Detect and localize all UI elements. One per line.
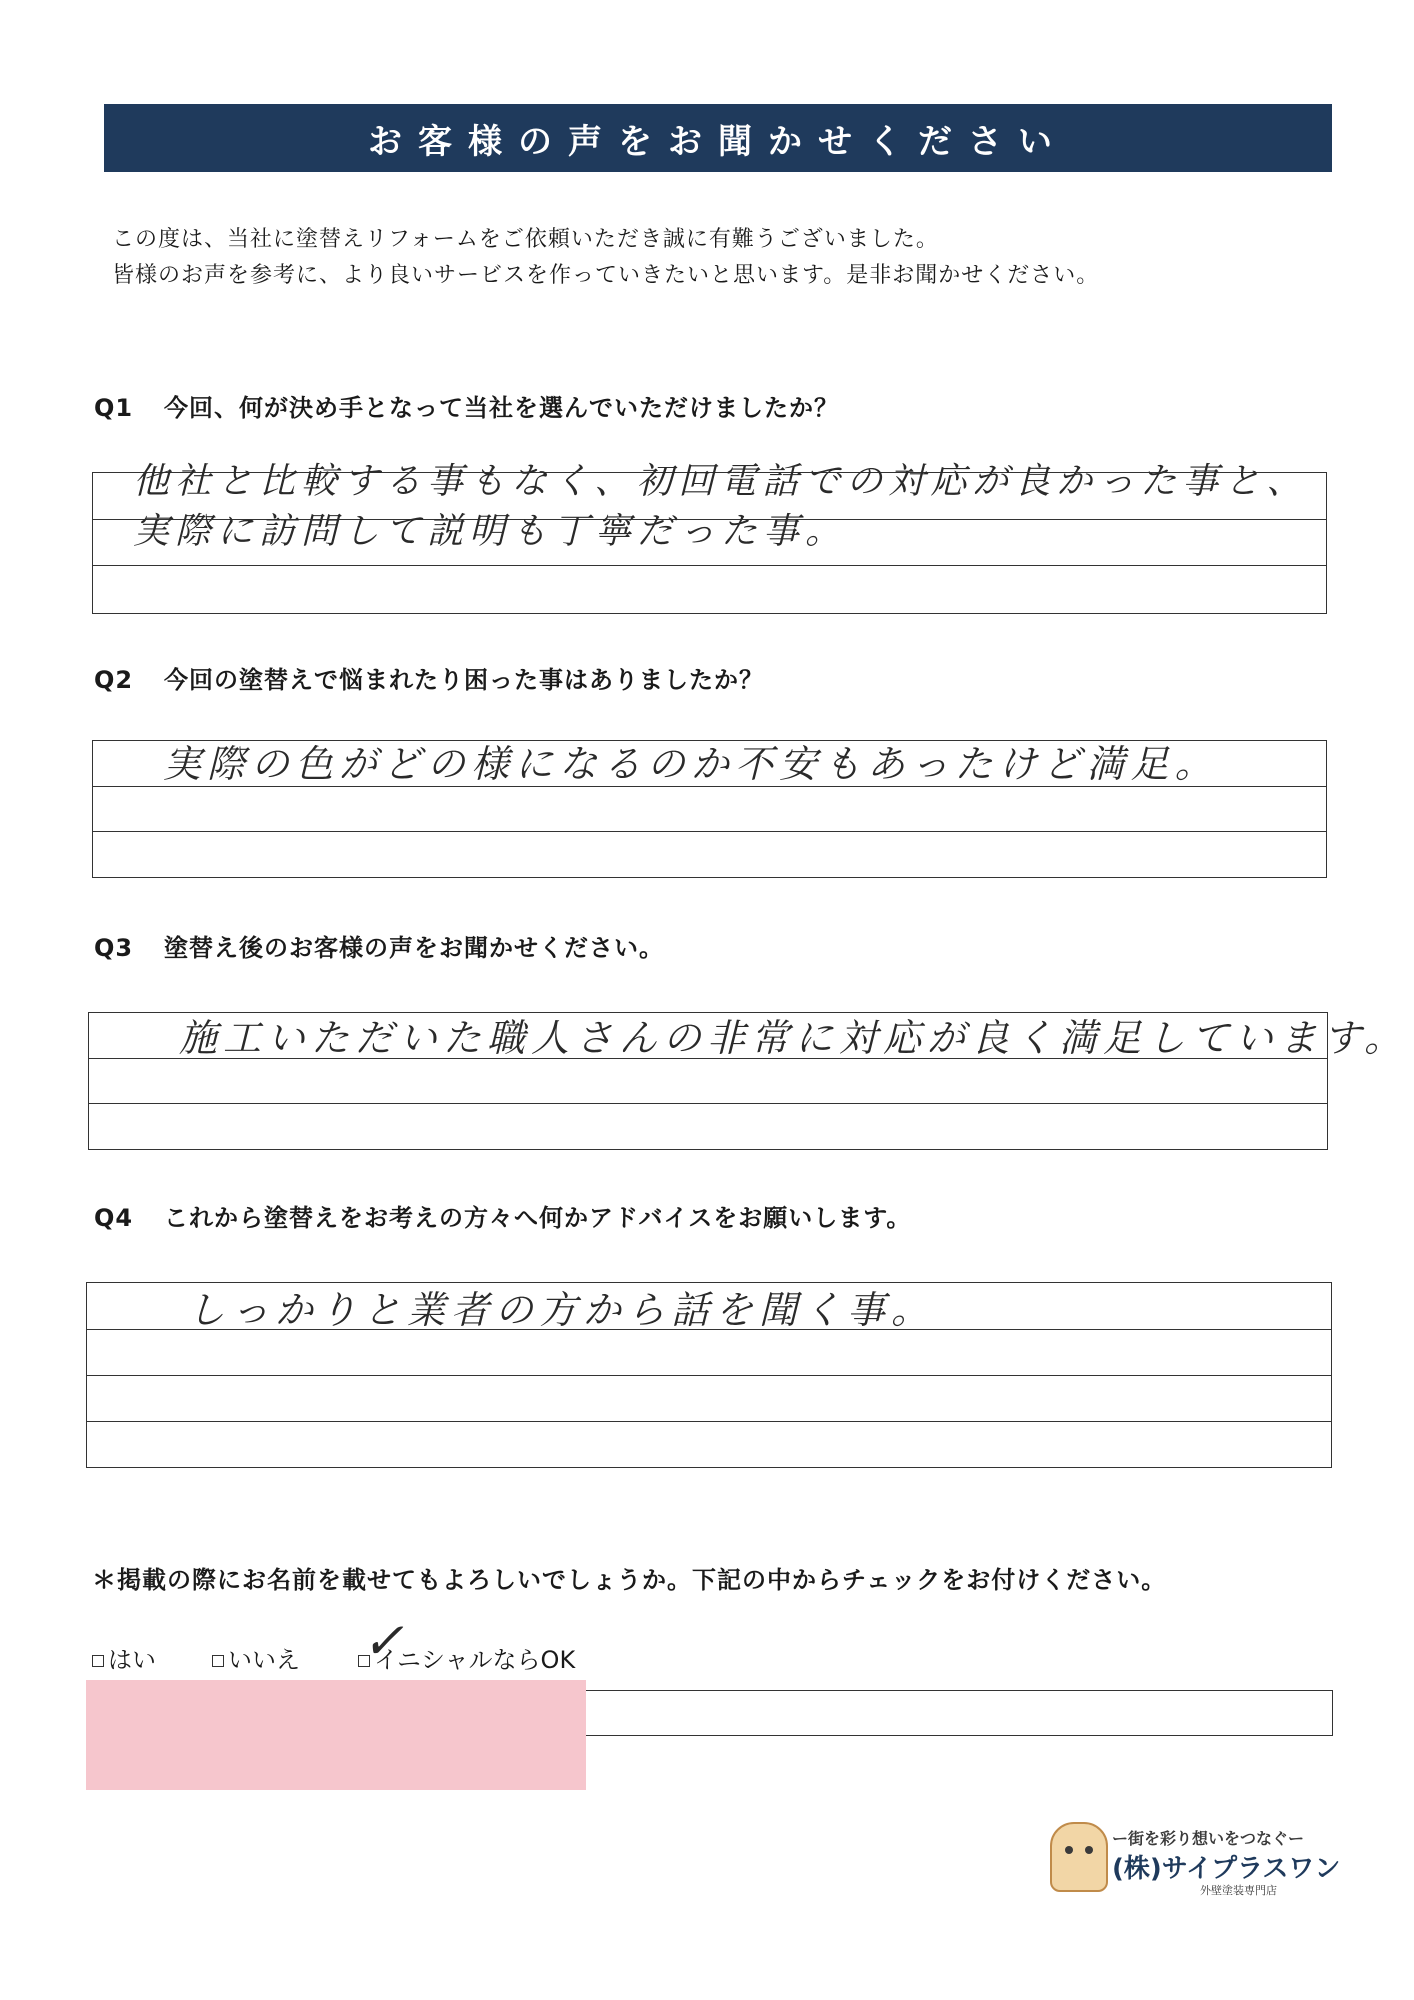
- handwritten-answer-line: 実際の色がどの様になるのか不安もあったけど満足。: [163, 742, 1219, 786]
- question-2: [94, 660, 764, 695]
- option-label: はい: [108, 1646, 156, 1674]
- ruled-line: [87, 1375, 1331, 1376]
- question-3: [94, 928, 664, 963]
- ruled-line: [89, 1103, 1327, 1104]
- checkbox[interactable]: [212, 1655, 224, 1667]
- ruled-line: [87, 1421, 1331, 1422]
- logo-tagline: ー街を彩り想いをつなぐー: [1112, 1829, 1305, 1848]
- checkbox[interactable]: [92, 1655, 104, 1667]
- page-title: お客様の声をお聞かせください: [368, 121, 1068, 162]
- handwritten-check-mark: ✓: [362, 1612, 404, 1670]
- question-text: 今回、何が決め手となって当社を選んでいただけましたか？: [164, 394, 839, 422]
- ruled-line: [93, 831, 1326, 832]
- consent-option-no[interactable]: [212, 1640, 300, 1675]
- option-label: イニシャルならOK: [374, 1646, 576, 1674]
- redaction-box: [86, 1680, 586, 1790]
- answer-box-q1[interactable]: [92, 461, 1327, 614]
- handwritten-answer-line: 実際に訪問して説明も丁寧だった事。: [133, 511, 848, 552]
- option-label: いいえ: [228, 1646, 300, 1674]
- logo-shop-type: 外壁塗装専門店: [1200, 1884, 1277, 1897]
- mascot-icon: [1050, 1822, 1108, 1892]
- question-1: [94, 388, 839, 423]
- company-logo: [1050, 1820, 1341, 1910]
- question-text: 塗替え後のお客様の声をお聞かせください。: [164, 934, 664, 962]
- question-4: [94, 1198, 911, 1233]
- question-number: Q1: [94, 394, 134, 422]
- handwritten-answer-line: しっかりと業者の方から話を聞く事。: [187, 1288, 936, 1332]
- answer-box-q3[interactable]: [88, 1012, 1408, 1150]
- question-number: Q4: [94, 1204, 134, 1232]
- question-number: Q3: [94, 934, 134, 962]
- handwritten-answer-line: 他社と比較する事もなく、初回電話での対応が良かった事と、: [133, 461, 1309, 502]
- question-number: Q2: [94, 666, 134, 694]
- page-title-banner: [104, 104, 1332, 172]
- handwritten-answer-line: 施工いただいた職人さんの非常に対応が良く満足しています。: [179, 1016, 1408, 1060]
- question-text: これから塗替えをお考えの方々へ何かアドバイスをお願いします。: [164, 1204, 912, 1232]
- question-text: 今回の塗替えで悩まれたり困った事はありましたか？: [164, 666, 764, 694]
- answer-box-q2[interactable]: [92, 740, 1327, 878]
- intro-line-2: 皆様のお声を参考に、より良いサービスを作っていきたいと思います。是非お聞かせください。: [112, 263, 1100, 288]
- consent-option-yes[interactable]: [92, 1640, 156, 1675]
- answer-box-q4[interactable]: [86, 1282, 1332, 1468]
- logo-company-name: (株)サイプラスワン: [1112, 1854, 1341, 1884]
- ruled-line: [93, 565, 1326, 566]
- consent-note: ＊掲載の際にお名前を載せてもよろしいでしょうか。下記の中からチェックをお付けください。: [92, 1566, 1167, 1594]
- intro-line-1: この度は、当社に塗替えリフォームをご依頼いただき誠に有難うございました。: [112, 227, 939, 252]
